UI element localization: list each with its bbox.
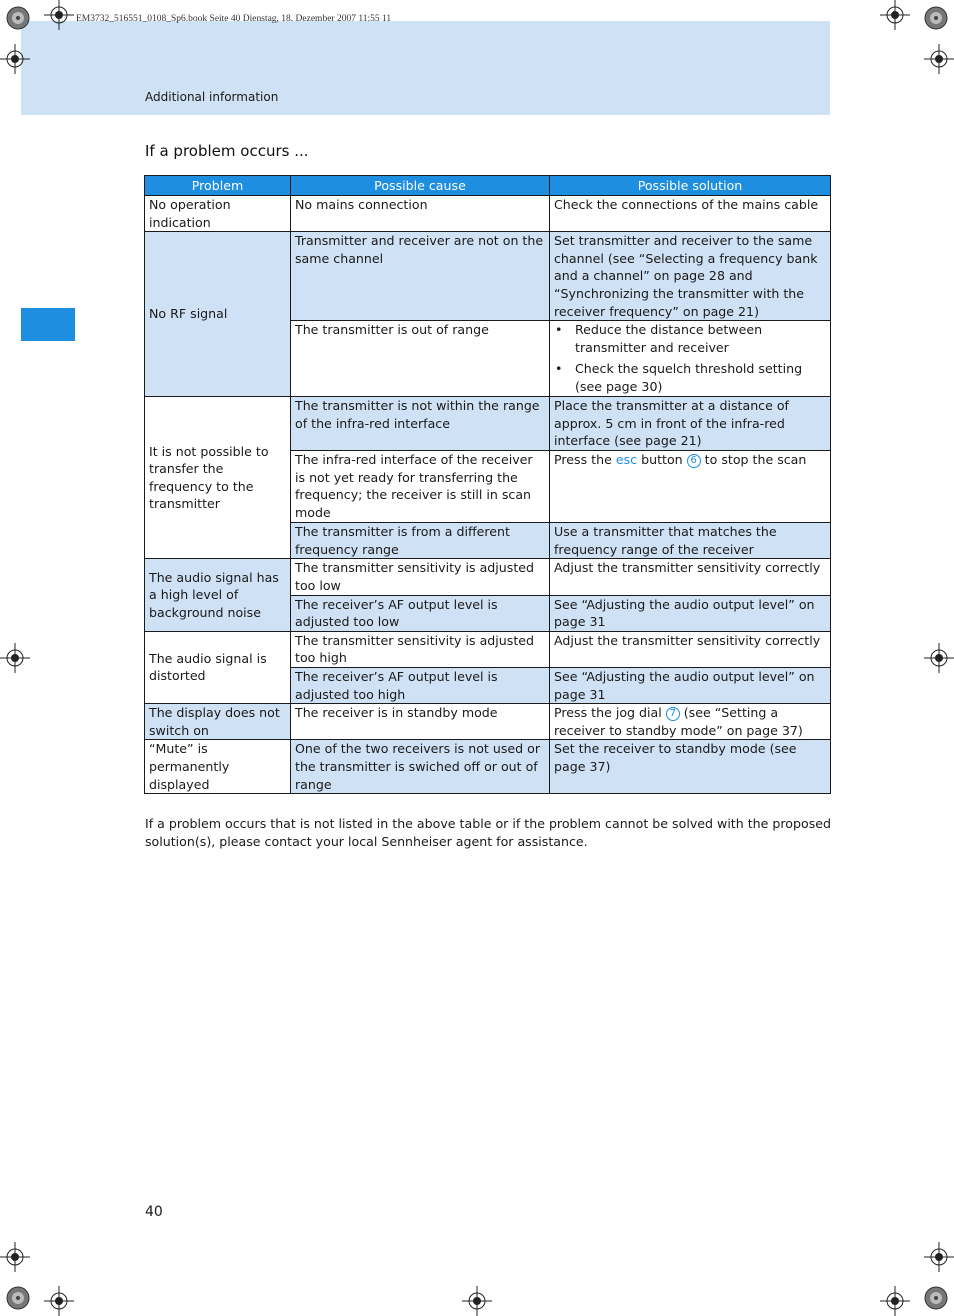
header-band	[21, 21, 830, 115]
cause-cell: The transmitter sensitivity is adjusted too low	[291, 559, 550, 595]
solution-text: to stop the scan	[704, 452, 807, 468]
registration-mark-icon	[880, 0, 910, 30]
cause-cell: The transmitter is out of range	[291, 321, 550, 397]
troubleshooting-table	[144, 175, 831, 794]
contact-note: If a problem occurs that is not listed in the above table or if the problem cannot be solved with the proposed solution(s), please contact your local Sennheiser agent for assistance.	[145, 816, 832, 849]
problem-cell: No operation indication	[145, 196, 291, 232]
problem-cell: It is not possible to transfer the frequency to the transmitter	[145, 397, 291, 559]
registration-mark-icon	[0, 643, 30, 673]
problem-cell: The audio signal has a high level of background noise	[145, 559, 291, 631]
chapter-tab	[21, 308, 75, 341]
section-label: Additional information	[145, 90, 279, 104]
header-cause: Possible cause	[291, 176, 550, 196]
registration-mark-icon	[924, 44, 954, 74]
problem-cell: The audio signal is distorted	[145, 631, 291, 703]
registration-mark-icon	[924, 1242, 954, 1272]
solution-cell: Use a transmitter that matches the frequency range of the receiver	[550, 523, 831, 559]
problem-cell: The display does not switch on	[145, 704, 291, 740]
page-number: 40	[145, 1204, 163, 1220]
registration-mark-icon	[44, 0, 74, 30]
registration-mark-icon	[924, 643, 954, 673]
color-target-icon	[6, 6, 30, 30]
item-number-7-icon: 7	[666, 707, 680, 721]
page-title: If a problem occurs ...	[145, 142, 309, 160]
registration-mark-icon	[44, 1286, 74, 1316]
item-number-6-icon: 6	[687, 454, 701, 468]
table-row	[145, 740, 831, 794]
cause-cell: The receiver’s AF output level is adjusted too high	[291, 667, 550, 703]
solution-cell: See “Adjusting the audio output level” on page 31	[550, 595, 831, 631]
cause-cell: The infra-red interface of the receiver is not yet ready for transferring the frequency; the receiver is still in scan mode	[291, 451, 550, 523]
solution-cell: Adjust the transmitter sensitivity correctly	[550, 631, 831, 667]
table-row	[145, 559, 831, 595]
solution-text: Press the jog dial	[554, 705, 662, 721]
cause-cell: No mains connection	[291, 196, 550, 232]
table-row	[145, 196, 831, 232]
table-row	[145, 704, 831, 740]
registration-mark-icon	[462, 1286, 492, 1316]
file-stamp: EM3732_516551_0108_Sp6.book Seite 40 Dienstag, 18. Dezember 2007 11:55 11	[76, 14, 392, 24]
cause-cell: The receiver’s AF output level is adjusted too low	[291, 595, 550, 631]
cause-cell: The transmitter sensitivity is adjusted too high	[291, 631, 550, 667]
color-target-icon	[924, 1286, 948, 1310]
esc-key-label: esc	[615, 452, 638, 468]
problem-cell: No RF signal	[145, 232, 291, 397]
cause-cell: The receiver is in standby mode	[291, 704, 550, 740]
registration-mark-icon	[0, 1242, 30, 1272]
table-row	[145, 232, 831, 321]
table-row	[145, 631, 831, 667]
registration-mark-icon	[0, 44, 30, 74]
solution-list-item: • Reduce the distance between transmitter and receiver	[554, 321, 827, 356]
color-target-icon	[924, 6, 948, 30]
problem-cell: “Mute” is permanently displayed	[145, 740, 291, 794]
registration-mark-icon	[880, 1286, 910, 1316]
solution-cell: Check the connections of the mains cable	[550, 196, 831, 232]
solution-cell	[550, 321, 831, 397]
cause-cell: Transmitter and receiver are not on the same channel	[291, 232, 550, 321]
solution-text: Press the	[554, 452, 612, 468]
solution-cell	[550, 451, 831, 523]
cause-cell: The transmitter is not within the range of the infra-red interface	[291, 397, 550, 451]
solution-cell	[550, 704, 831, 740]
solution-text: (see “Setting a receiver to standby mode” on page 37)	[554, 705, 803, 738]
solution-cell: Set the receiver to standby mode (see page 37)	[550, 740, 831, 794]
solution-cell: Adjust the transmitter sensitivity correctly	[550, 559, 831, 595]
solution-list-item: • Check the squelch threshold setting (see page 30)	[554, 360, 827, 395]
solution-cell: Place the transmitter at a distance of approx. 5 cm in front of the infra-red interface (see page 21)	[550, 397, 831, 451]
solution-cell: See “Adjusting the audio output level” on page 31	[550, 667, 831, 703]
cause-cell: One of the two receivers is not used or the transmitter is swiched off or out of range	[291, 740, 550, 794]
table-row	[145, 397, 831, 451]
cause-cell: The transmitter is from a different frequency range	[291, 523, 550, 559]
table-header-row	[145, 176, 831, 196]
header-problem: Problem	[145, 176, 291, 196]
solution-list	[554, 321, 827, 395]
solution-text: button	[641, 452, 683, 468]
color-target-icon	[6, 1286, 30, 1310]
solution-cell: Set transmitter and receiver to the same channel (see “Selecting a frequency bank and a channel” on page 28 and “Synchronizing the transmitter with the receiver frequency” on page 21)	[550, 232, 831, 321]
header-solution: Possible solution	[550, 176, 831, 196]
